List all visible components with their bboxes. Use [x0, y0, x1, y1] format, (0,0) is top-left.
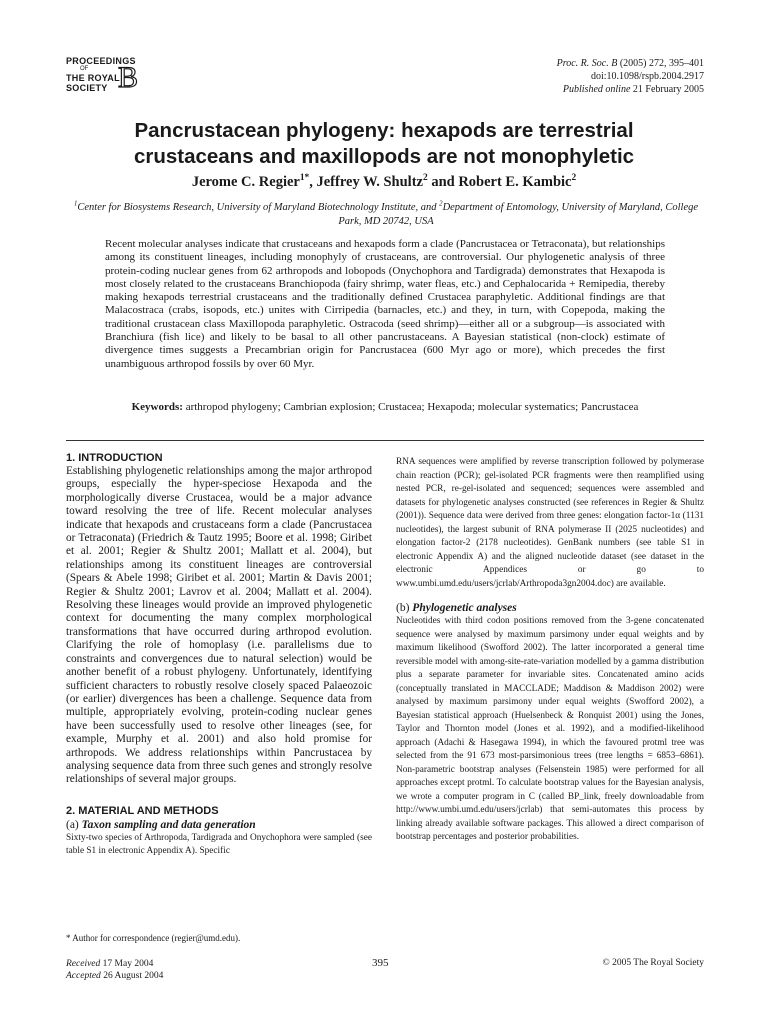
affil-sup-2: 2	[439, 200, 443, 208]
journal-logo	[66, 56, 150, 94]
subsection-a-paragraph: Sixty-two species of Arthropoda, Tardigrada and Onychophora were sampled (see table S1 in electronic Appendix A). Specific	[66, 832, 372, 857]
subsection-a-label: (a)	[66, 818, 82, 831]
author-2: , Jeffrey W. Shultz	[309, 174, 423, 190]
subsection-b-paragraph: Nucleotides with third codon positions removed from the 3-gene concatenated sequence were analysed by maximum parsimony under equal weights and by maximum likelihood (Swofford 2002). The latter incorporated a general time reversible model with among-site-rate-variation modelled by a gamma distribution plus a separate parameter for invariable sites. Concatenated amino acids (conceptually translated in MACCLADE; Maddison & Maddison 2002) were analysed by maximum parsimony under equal weights (Swofford 2002), a Bayesian statistical approach (Huelsenbeck & Ronquist 2001) using the Jones, Taylor and Thornton model (Jones et al. 1992), and a modified-likelihood approach (Adachi & Hasegawa 1994), in which the favoured protml tree was selected from the 91 673 most-parsimonious trees (tree lengths = 6853–6861). Non-parametric bootstrap analyses (Felsenstein 1985) were performed for all approaches except protml. To calculate bootstrap values for the Bayesian analysis, we wrote a computer program in C (called BP_link, freely downloadable from http://www.umbi.umd.edu/users/jcrlab) that semi-automates this process by linking already available software packages. This allowed a direct comparison of bootstrap percentages and posterior probabilities.	[396, 616, 704, 842]
accepted-date: 26 August 2004	[100, 971, 164, 981]
logo-line-proceedings: PROCEEDINGS	[66, 56, 136, 66]
affil-sup-1: 1	[73, 200, 78, 208]
received-date: 17 May 2004	[100, 959, 154, 969]
published-date: 21 February 2005	[630, 84, 704, 95]
subsection-b-heading	[396, 601, 704, 615]
left-column	[66, 452, 372, 859]
keywords	[105, 401, 665, 415]
affil-text-2: Department of Entomology, University of Maryland, College Park, MD 20742, USA	[338, 202, 699, 227]
received-line	[66, 958, 163, 970]
received-accepted	[66, 958, 163, 982]
citation-line	[557, 57, 704, 70]
subsection-a-heading	[66, 818, 372, 832]
author-2-sup: 2	[422, 173, 428, 184]
citation-header	[557, 57, 704, 96]
author-list	[60, 174, 708, 191]
methods-continued-paragraph: RNA sequences were amplified by reverse transcription followed by polymerase chain reaction (PCR); gel-isolated PCR fragments were then reamplified using nested PCR, re-gel-isolated and sequenced; sequences were assembled and datasets for phylogenetic analyses constructed (see references in Regier & Shultz (2001)). Sequence data were derived from three genes: elongation factor-1α (1131 nucleotides), the largest subunit of RNA polymerase II (2025 nucleotides) and elongation factor-2 (2178 nucleotides). GenBank numbers (see table S1 in electronic Appendix A) and the aligned nucleotide dataset (see dataset in the electronic Appendices or go to www.umbi.umd.edu/users/jcrlab/Arthropoda3gn2004.doc) are available.	[396, 457, 704, 589]
logo-line-society: SOCIETY	[66, 83, 108, 93]
subsection-b-label: (b)	[396, 602, 413, 614]
subsection-b-title: Phylogenetic analyses	[412, 602, 517, 614]
author-3: and Robert E. Kambic	[427, 174, 572, 190]
accepted-label: Accepted	[66, 971, 101, 981]
intro-paragraph: Establishing phylogenetic relationships among the major arthropod groups, especially the hyper-speciose Hexapoda and the morphologically diverse Crustacea, would be a major advance toward resolving the tree of life. Recent molecular analyses indicate that hexapods and crustaceans form a clade (Pancrustacea or Tetraconata) (Friedrich & Tautz 1995; Boore et al. 1998; Giribet et al. 2001; Regier & Shultz 2001; Mallatt et al. 2004), but relationships among its constituent lineages are controversial (Spears & Abele 1998; Giribet et al. 2001; Martin & Davis 2001; Regier & Shultz 2001; Lavrov et al. 2004; Mallatt et al. 2004). Resolving these lineages would provide an improved phylogenetic context for documenting the many complex morphological transformations that have occurred during arthropod evolution. Clarifying the role of homoplasy (i.e. parallelisms due to constraints and convergences due to natural selection) would be another benefit of a robust phylogeny. Unfortunately, identifying sufficient characters to robustly resolve closely spaced Palaeozoic (or earlier) divergences has been a challenge. Sequence data from multiple, appropriately evolving, protein-coding nuclear genes have been successfully used to resolve other lineages (see, for example, Murphy et al. 2001) and also hold promise for arthropods. We address relationships within Pancrustacea by analysing sequence data from three such genes and strongly resolve relationships of several major groups.	[66, 465, 372, 786]
published-label: Published online	[562, 84, 631, 95]
abstract: Recent molecular analyses indicate that crustaceans and hexapods form a clade (Pancrustacea or Tetraconata), but relationships among its constituent lineages, including monophyly of crustaceans, are controversial. Our phylogenetic analysis of three protein-coding nuclear genes from 62 arthropods and lobopods (Onychophora and Tardigrada) demonstrates that Hexapoda is most closely related to the crustaceans Branchiopoda (fairy shrimp, water fleas, etc.) and Cephalocarida + Remipedia, thereby making hexapods terrestrial crustaceans and the traditionally defined Crustacea paraphyletic. Additional findings are that Malacostraca (crabs, isopods, etc.) unites with Cirripedia (barnacles, etc.) and they, in turn, with Copepoda, making the traditional crustacean class Maxillopoda paraphyletic. Ostracoda (seed shrimp)—either all or a subgroup—is associated with Branchiura (fish lice) and likely to be basal to all other pancrustaceans. A Bayesian statistical (non-clock) estimate of divergence times suggests a Precambrian origin for Pancrustacea (600 Myr ago or more), which precedes the first unambiguous arthropod fossils by over 60 Myr.	[105, 238, 665, 370]
author-1-sup: 1*	[299, 173, 310, 184]
title-line-2: crustaceans and maxillopods are not monophyletic	[133, 145, 635, 168]
author-1: Jerome C. Regier	[191, 174, 300, 190]
copyright: © 2005 The Royal Society	[602, 958, 704, 968]
paper-title	[60, 118, 708, 170]
affiliations	[66, 201, 706, 229]
title-line-1: Pancrustacean phylogeny: hexapods are terrestrial	[134, 119, 634, 142]
keywords-text: arthropod phylogeny; Cambrian explosion; Crustacea; Hexapoda; molecular systematics; Pancrustacea	[182, 401, 639, 413]
journal-name: Proc. R. Soc. B	[556, 58, 618, 69]
correspondence-footnote: * Author for correspondence (regier@umd.edu).	[66, 933, 241, 943]
author-3-sup: 2	[571, 173, 577, 184]
logo-letter-b: B	[118, 61, 139, 94]
volume-pages: (2005) 272, 395–401	[617, 58, 704, 69]
methods-heading: 2. MATERIAL AND METHODS	[66, 804, 219, 817]
affil-text-1: Center for Biosystems Research, University of Maryland Biotechnology Institute, and	[77, 202, 440, 213]
logo-line-the-royal: THE ROYAL	[66, 73, 120, 83]
logo-line-of: OF	[80, 66, 89, 72]
header-divider	[66, 440, 704, 441]
subsection-a-title: Taxon sampling and data generation	[81, 818, 256, 831]
right-column	[396, 456, 704, 845]
published-line	[557, 83, 704, 96]
accepted-line	[66, 970, 163, 982]
keywords-label: Keywords:	[131, 401, 183, 413]
page-number: 395	[372, 957, 389, 969]
doi: doi:10.1098/rspb.2004.2917	[590, 71, 704, 82]
received-label: Received	[66, 959, 101, 969]
intro-heading: 1. INTRODUCTION	[66, 452, 163, 464]
